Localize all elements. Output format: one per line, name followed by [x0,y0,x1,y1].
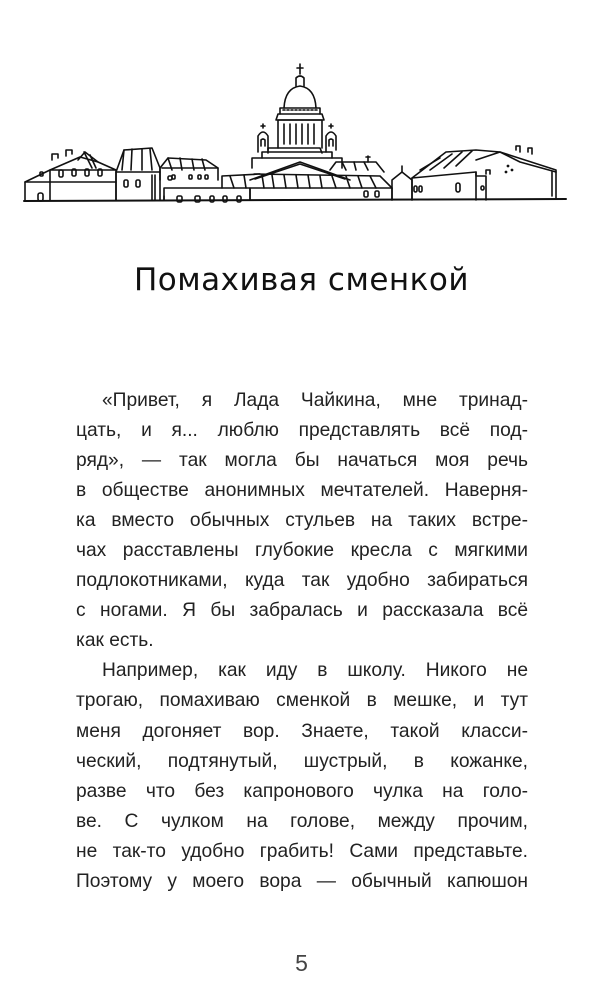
text-line: как есть. [76,630,154,652]
body-text [76,386,528,897]
paragraph-1 [76,386,528,656]
text-line: чах расставлены глубокие кресла с мягкими [76,540,528,562]
page-number: 5 [295,950,308,976]
text-line: с ногами. Я бы забралась и рассказала всё [76,600,528,622]
text-line: цать, и я... люблю представлять всё под- [76,420,528,442]
text-line: ве. С чулком на голове, между прочим, [76,810,528,832]
paragraph-2 [76,656,528,896]
text-line: разве что без капронового чулка на голо- [76,780,528,802]
text-line: «Привет, я Лада Чайкина, мне тринад- [102,390,528,411]
skyline-drawing [0,0,603,220]
city-skyline-illustration [0,0,603,220]
chapter-title: Помахивая сменкой [133,262,470,298]
text-line: подлокотниками, куда так удобно забираться [76,570,528,592]
text-line: ческий, подтянутый, шустрый, в кожанке, [76,750,528,772]
text-line: Например, как иду в школу. Никого не [102,660,528,682]
text-line: Поэтому у моего вора — обычный капюшон [76,870,528,892]
text-line: трогаю, помахиваю сменкой в мешке, и тут [76,690,528,712]
text-line: не так-то удобно грабить! Сами представьте. [76,840,528,862]
text-line: ряд», — так могла бы начаться моя речь [76,450,528,472]
text-line: меня догоняет вор. Знаете, такой класси- [76,720,528,742]
text-line: ка вместо обычных стульев на таких встре- [76,510,528,532]
text-line: в обществе анонимных мечтателей. Наверня- [76,480,528,502]
